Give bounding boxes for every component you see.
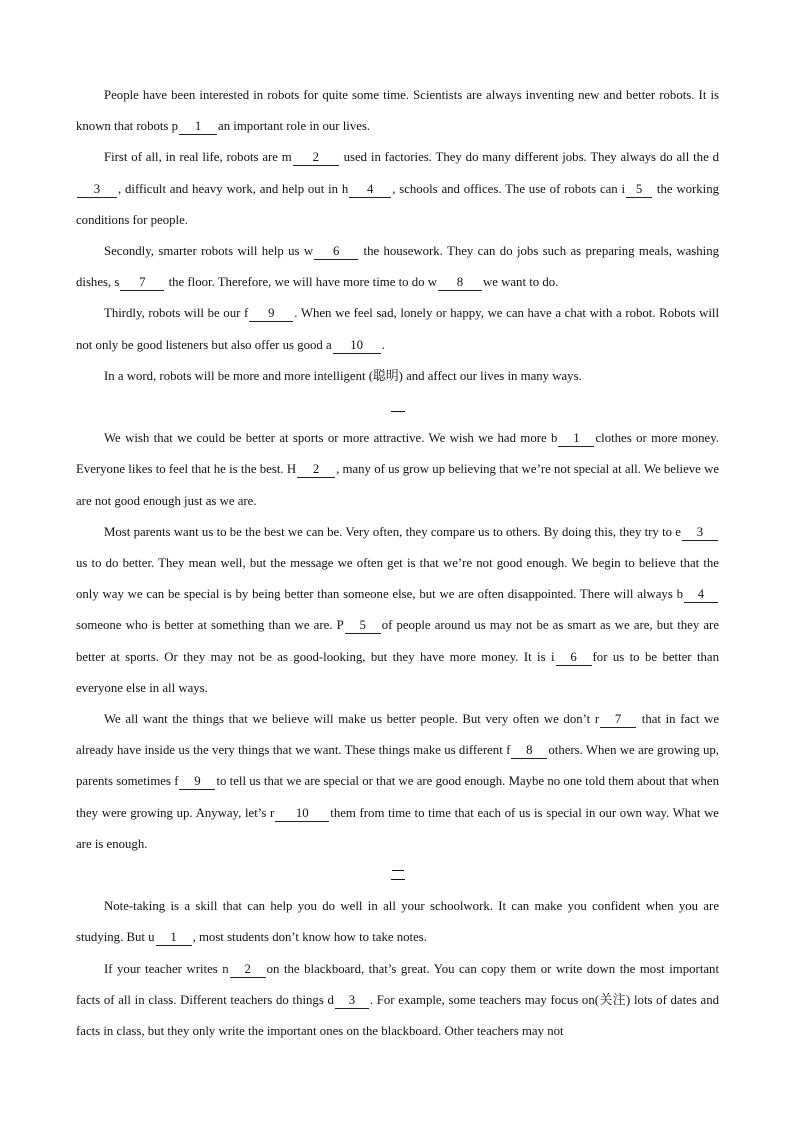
text-segment: used in factories. They do many different jobs. They always do all the d	[339, 150, 719, 165]
text-segment: Most parents want us to be the best we can be. Very often, they compare us to others. By doing this, they try to e	[104, 524, 681, 539]
blank-number: 5	[626, 182, 652, 198]
text-segment: In a word, robots will be more and more intelligent (聪明) and affect our lives in many ways.	[104, 368, 582, 383]
paragraph	[76, 361, 719, 392]
blank-number: 1	[179, 119, 217, 135]
blank-number: 1	[156, 930, 192, 946]
text-segment: we want to do.	[483, 275, 559, 290]
paragraph	[76, 704, 719, 860]
section-divider-mark	[391, 405, 405, 412]
text-segment: , difficult and heavy work, and help out in h	[118, 181, 349, 196]
blank-number: 7	[120, 275, 164, 291]
text-segment: on the blackboard, that’s great. You can copy them or write down the most important facts of all in class. Different teachers do things d	[76, 961, 720, 1007]
text-segment: someone who is better at something than we are. P	[76, 618, 344, 633]
blank-number: 10	[333, 338, 381, 354]
blank-number: 2	[293, 150, 339, 166]
blank-number: 10	[275, 806, 329, 822]
text-segment: for us to be better than everyone else in all ways.	[76, 649, 719, 695]
paragraph	[76, 891, 719, 953]
blank-number: 6	[556, 650, 592, 666]
blank-number: 3	[335, 993, 369, 1009]
blank-number: 9	[249, 306, 293, 322]
text-segment: the housework. They can do jobs such as preparing meals, washing dishes, s	[76, 244, 719, 290]
text-segment: .	[381, 337, 385, 352]
blank-number: 2	[297, 462, 335, 478]
paragraph	[76, 517, 719, 704]
text-segment: People have been interested in robots for quite some time. Scientists are always inventing new and better robots. It is known that robots p	[76, 88, 719, 134]
paragraph	[76, 80, 719, 142]
text-segment: of people around us may not be as smart as we are, but they are better at sports. Or they may not be as good-looking, but they have more money. It is i	[76, 618, 719, 664]
paragraph	[76, 954, 719, 1048]
paragraph	[76, 236, 719, 298]
text-segment: , schools and offices. The use of robots can i	[392, 181, 626, 196]
text-segment: the working conditions for people.	[76, 181, 719, 227]
paragraph	[76, 423, 719, 517]
text-segment: We wish that we could be better at sports or more attractive. We wish we had more b	[104, 431, 558, 446]
blank-number: 4	[684, 587, 718, 603]
text-segment: Thirdly, robots will be our f	[104, 306, 249, 321]
text-segment: If your teacher writes n	[104, 961, 229, 976]
paragraph	[76, 142, 719, 236]
text-segment: . For example, some teachers may focus on(关注) lots of dates and facts in class, but they only write the important ones on the blackboard. Other teachers may not	[76, 992, 719, 1039]
text-segment: Note-taking is a skill that can help you do well in all your schoolwork. It can make you confident when you are studying. But u	[76, 899, 719, 945]
text-segment: First of all, in real life, robots are m	[104, 150, 292, 165]
text-segment: clothes or more money. Everyone likes to feel that he is the best. H	[76, 431, 719, 477]
text-segment: , most students don’t know how to take notes.	[192, 930, 427, 945]
section-divider	[76, 392, 719, 423]
text-segment: others. When we are growing up, parents sometimes f	[76, 743, 720, 789]
blank-number: 3	[682, 525, 718, 541]
blank-number: 2	[230, 962, 266, 978]
blank-number: 8	[438, 275, 482, 291]
section-divider	[76, 860, 719, 891]
text-segment: , many of us grow up believing that we’re not special at all. We believe we are not good enough just as we are.	[76, 462, 719, 508]
text-segment: to tell us that we are special or that we are good enough. Maybe no one told them about that when they were growing up. Anyway, let’s r	[76, 774, 719, 820]
text-segment: the floor. Therefore, we will have more time to do w	[165, 275, 437, 290]
blank-number: 1	[558, 431, 594, 447]
text-segment: . When we feel sad, lonely or happy, we can have a chat with a robot. Robots will not only be good listeners but also offer us good a	[76, 306, 719, 352]
section-divider-mark	[391, 872, 405, 880]
blank-number: 8	[511, 743, 547, 759]
paragraph	[76, 298, 719, 360]
blank-number: 3	[77, 182, 117, 198]
blank-number: 5	[345, 618, 381, 634]
blank-number: 9	[179, 774, 215, 790]
text-segment: an important role in our lives.	[218, 119, 371, 134]
text-segment: us to do better. They mean well, but the message we often get is that we’re not good enough. We begin to believe that the only way we can be special is by being better than someone else, but we are often disappointed. There will always b	[76, 556, 719, 602]
text-segment: We all want the things that we believe will make us better people. But very often we don’t r	[104, 712, 600, 727]
blank-number: 4	[349, 182, 391, 198]
blank-number: 7	[600, 712, 636, 728]
text-segment: Secondly, smarter robots will help us w	[104, 244, 314, 259]
text-segment: them from time to time that each of us is special in our own way. What we are is enough.	[76, 805, 719, 851]
document-page	[76, 80, 719, 1047]
blank-number: 6	[314, 244, 358, 260]
text-segment: that in fact we already have inside us the very things that we want. These things make us different f	[76, 712, 719, 758]
